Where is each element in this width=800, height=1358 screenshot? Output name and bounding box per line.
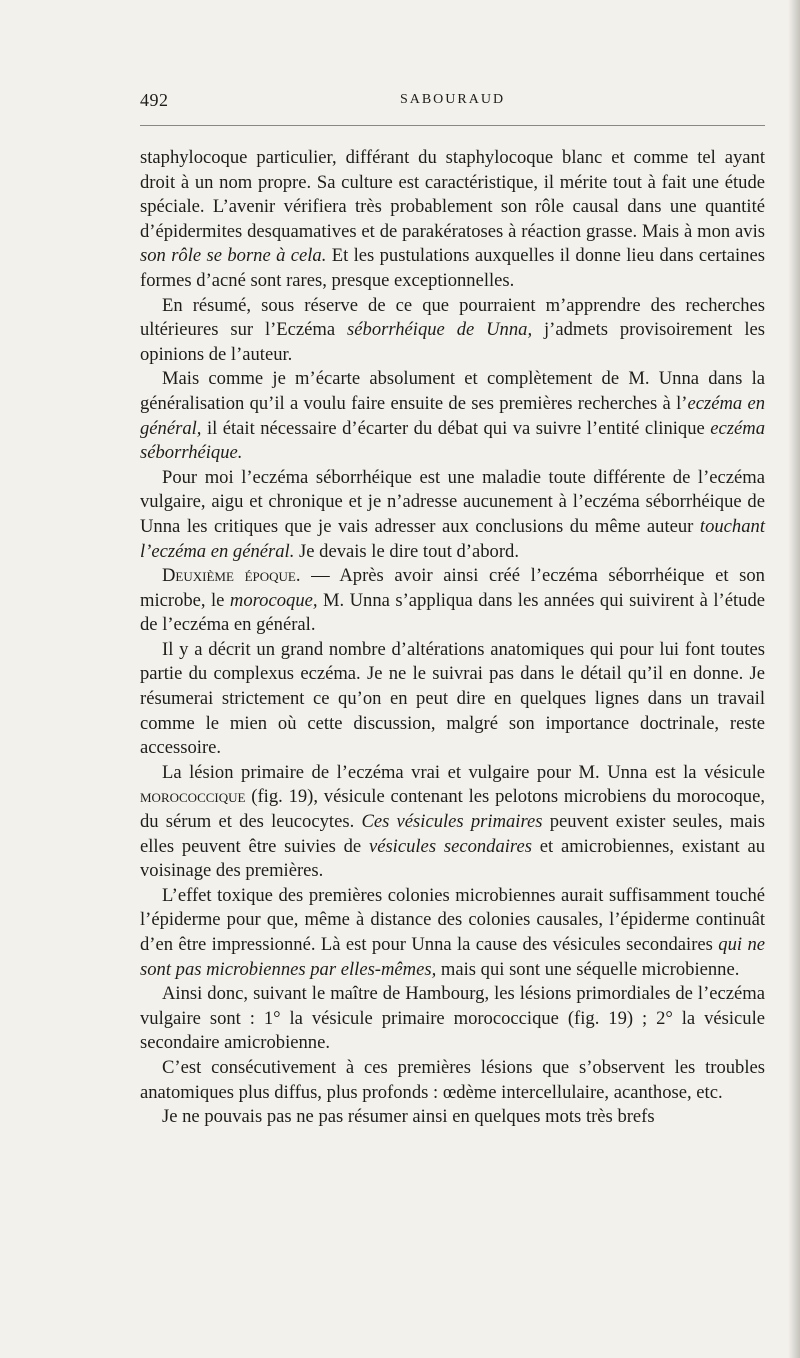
paragraph [140,884,765,982]
text-run: peuvent exister seules, mais elles peuvent être suivies de [140,811,765,857]
text-run: (fig. 19), vésicule contenant les pelotons microbiens du morocoque, du sérum et des leucocytes. [140,786,765,833]
paragraph [140,564,765,638]
italic-text: vésicules secondaires [368,835,532,857]
paragraph [140,466,765,564]
italic-text: qui ne sont pas microbiennes par elles-mêmes, [140,934,765,980]
paragraph [140,1105,765,1130]
small-caps-text: morococcique [140,786,246,808]
page-edge-shadow [788,0,800,1358]
text-run: M. Unna s’appliqua dans les années qui suivirent à l’étude de l’eczéma en général. [140,589,765,636]
text-run: Ainsi donc, suivant le maître de Hambourg, les lésions primordiales de l’eczéma vulgaire sont : 1° la vésicule primaire morococcique (fig. 19) ; 2° la vésicule secondaire amicrobienne. [140,983,765,1054]
italic-text: son rôle se borne à cela. [140,245,327,267]
text-run: Je ne pouvais pas ne pas résumer ainsi en quelques mots très brefs [162,1106,655,1128]
paragraph [140,367,765,465]
text-run: Et les pustulations auxquelles il donne lieu dans certaines formes d’acné sont rares, presque exceptionnelles. [140,245,765,291]
paragraph [140,761,765,884]
italic-text: Ces vésicules primaires [361,811,543,833]
italic-text: morocoque, [229,589,318,611]
page-number: 492 [140,90,169,110]
italic-text: eczéma séborrhéique. [140,417,765,464]
text-run: L’effet toxique des premières colonies microbiennes aurait suffisamment touché l’épiderme pour que, même à distance des colonies causales, l’épiderme continuât d’en être impressionné. Là est pour Unna la cause des vésicules secondaires [140,884,765,955]
header-rule [140,125,765,126]
text-run: C’est consécutivement à ces premières lésions que s’observent les troubles anatomiques plus diffus, plus profonds : œdème intercellulaire, acanthose, etc. [140,1056,765,1103]
text-run: En résumé, sous réserve de ce que pourraient m’apprendre des recherches ultérieures sur l’Eczéma [140,294,765,341]
running-title: SABOURAUD [399,92,506,107]
small-caps-text: Deuxième époque. [162,565,301,587]
paragraph [140,638,765,761]
paragraph [140,294,765,368]
text-run: Il y a décrit un grand nombre d’altérations anatomiques qui pour lui font toutes partie du complexus eczéma. Je ne le suivrai pas dans le détail qu’il en donne. Je résumerai strictement ce qu’on en peut dire en quelques lignes dans un travail comme le mien où cette discussion, malgré son importance doctrinale, reste accessoire. [140,638,765,759]
text-run: j’admets provisoirement les opinions de l’auteur. [140,319,765,365]
paragraph [140,982,765,1056]
italic-text: touchant l’eczéma en général. [140,515,765,562]
body-text [140,146,765,1130]
text-run: Pour moi l’eczéma séborrhéique est une maladie toute différente de l’eczéma vulgaire, aigu et chronique et je n’adresse aucunement à l’eczéma séborrhéique de Unna les critiques que je vais adresser aux conclusions du même auteur [140,466,765,537]
text-run: et amicrobiennes, existant au voisinage des premières. [140,835,765,882]
italic-text: eczéma en général, [140,392,765,439]
text-run: Je devais le dire tout d’abord. [294,540,519,562]
page-header [140,90,765,120]
text-run: La lésion primaire de l’eczéma vrai et vulgaire pour M. Unna est la vésicule [162,761,765,783]
text-run: mais qui sont une séquelle microbienne. [436,958,740,980]
italic-text: séborrhéique de Unna, [347,319,533,341]
text-run: staphylocoque particulier, différant du staphylocoque blanc et comme tel ayant droit à un nom propre. Sa culture est caractéristique, il mérite tout à fait une étude spéciale. L’avenir vérifiera très probablement son rôle causal dans une quantité d’épidermites desquamatives et de parakératoses à réaction grasse. Mais à mon avis [140,147,765,242]
text-run: il était nécessaire d’écarter du débat qui va suivre l’entité clinique [201,417,711,439]
text-run: Mais comme je m’écarte absolument et complètement de M. Unna dans la généralisation qu’il a voulu faire ensuite de ses premières recherches à l’ [140,368,765,414]
paragraph [140,1056,765,1105]
paragraph [140,146,765,294]
text-run: — Après avoir ainsi créé l’eczéma séborrhéique et son microbe, le [140,565,765,611]
